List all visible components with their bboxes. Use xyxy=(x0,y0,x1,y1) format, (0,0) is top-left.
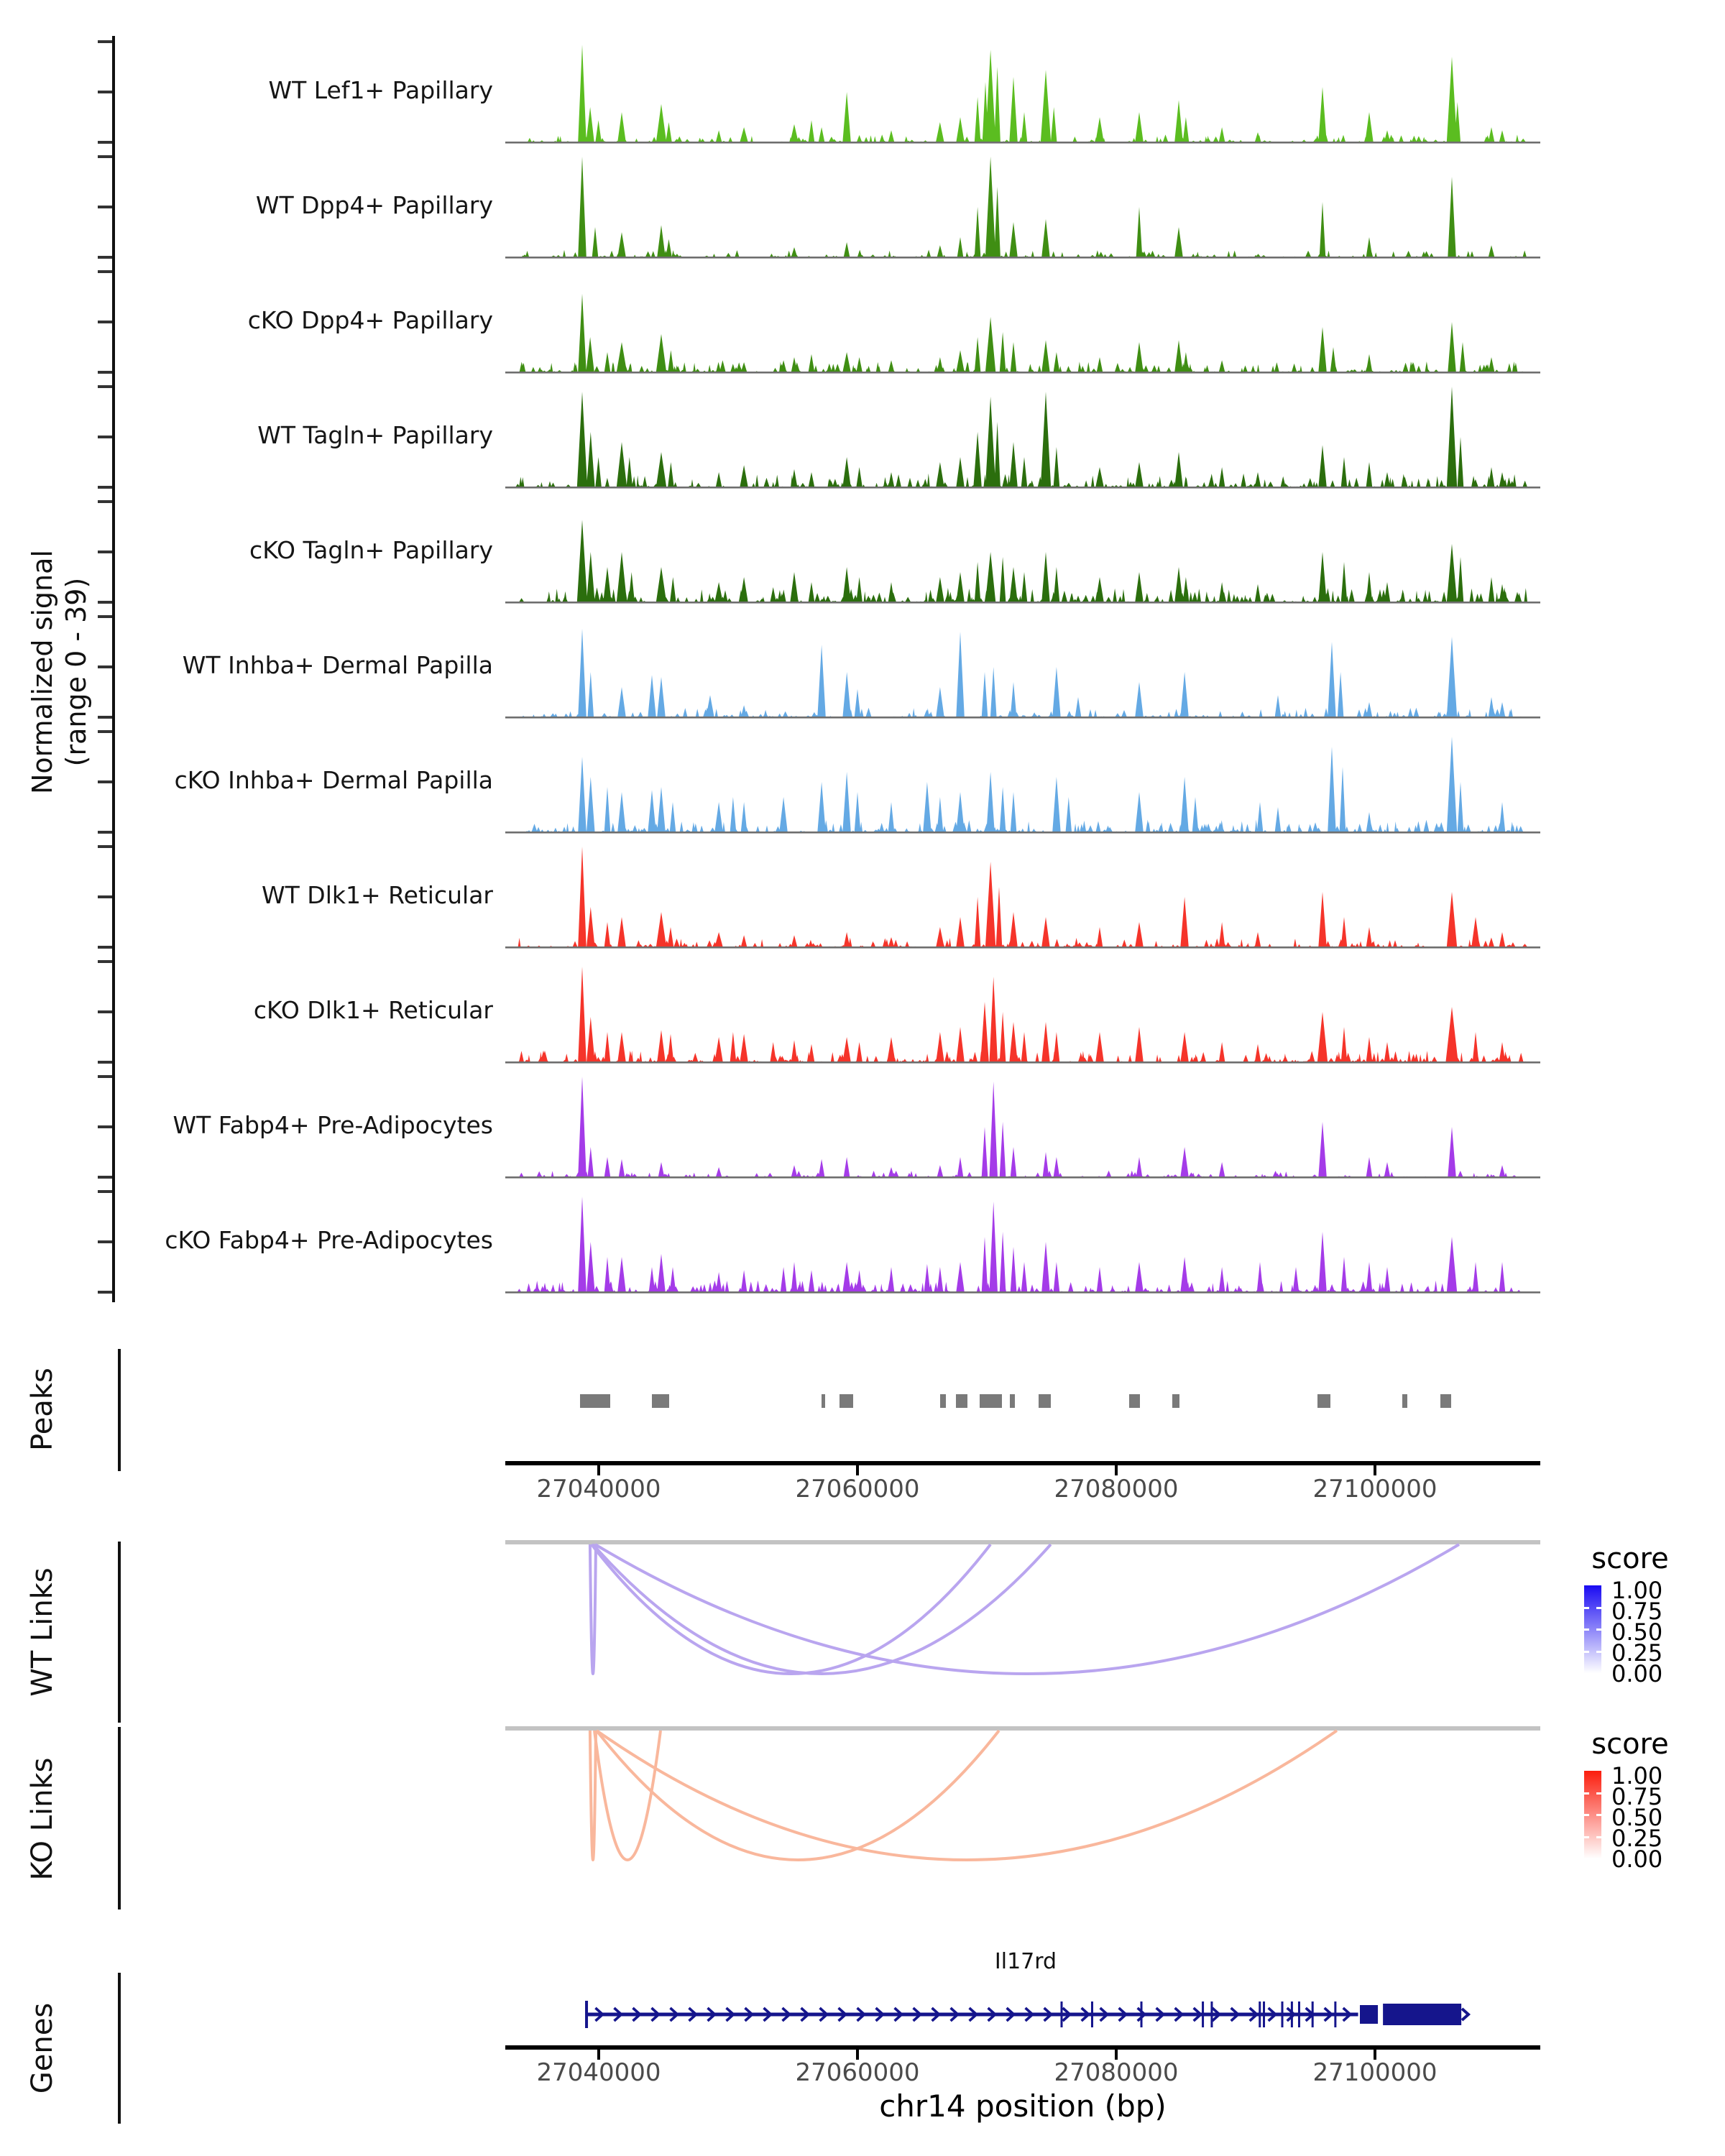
signal-axis-title-line2: (range 0 - 39) xyxy=(60,577,92,767)
link-arc xyxy=(595,1544,1459,1674)
peak-box xyxy=(1172,1394,1179,1408)
coverage-area xyxy=(505,967,1540,1062)
coverage-area xyxy=(505,45,1540,142)
peak-box xyxy=(980,1394,1002,1408)
gene-exon-tick xyxy=(1291,2001,1293,2027)
peak-box xyxy=(1440,1394,1451,1408)
links-svg xyxy=(505,1726,1540,1914)
link-arc xyxy=(590,1731,596,1860)
signal-axis-tick xyxy=(98,1061,112,1064)
gene-exon-tick xyxy=(1259,2001,1261,2027)
legend-notch xyxy=(1584,1607,1589,1609)
coverage-track-svg xyxy=(505,732,1540,834)
track-baseline xyxy=(505,946,1540,949)
gene-end-arrow xyxy=(1462,2009,1468,2020)
signal-axis-tick xyxy=(98,730,112,733)
peak-box xyxy=(1317,1394,1330,1408)
bottom-x-axis xyxy=(505,2045,1540,2050)
middle-x-axis xyxy=(505,1461,1540,1465)
wt-links-section-label: WT Links xyxy=(26,1567,59,1697)
legend-notch xyxy=(1584,1628,1589,1631)
legend-notch xyxy=(1584,1792,1589,1795)
gene-exon-box xyxy=(1360,2005,1378,2024)
link-arc xyxy=(590,1544,596,1674)
legend-notch xyxy=(1596,1814,1601,1816)
legend-notch xyxy=(1584,1651,1589,1653)
gene-exon-tick xyxy=(1298,2001,1300,2027)
x-axis-tick-label: 27060000 xyxy=(795,1475,920,1503)
track-baseline xyxy=(505,602,1540,604)
signal-axis-tick xyxy=(98,500,112,503)
track-baseline xyxy=(505,142,1540,144)
ko-links-section-label: KO Links xyxy=(26,1757,59,1881)
coverage-area xyxy=(505,157,1540,257)
track-baseline xyxy=(505,1291,1540,1294)
coverage-area xyxy=(505,737,1540,832)
gene-name-label: Il17rd xyxy=(994,1949,1057,1974)
gene-exon-tick xyxy=(1091,2001,1093,2027)
track-baseline xyxy=(505,1061,1540,1064)
legend-tick-label: 0.00 xyxy=(1611,1660,1663,1687)
wt-links-bracket xyxy=(118,1542,121,1723)
gene-exon-box xyxy=(1383,2004,1461,2025)
signal-axis-tick xyxy=(98,615,112,618)
peak-box xyxy=(956,1394,967,1408)
gene-exon-tick xyxy=(1210,2001,1213,2027)
track-label: WT Fabp4+ Pre-Adipocytes xyxy=(172,1111,493,1139)
signal-axis-tick xyxy=(98,716,112,719)
peak-box xyxy=(652,1394,669,1408)
genes-section-label: Genes xyxy=(26,2002,59,2094)
signal-axis-tick xyxy=(98,601,112,604)
gene-exon-tick xyxy=(1282,2001,1284,2027)
link-arc xyxy=(593,1544,1051,1674)
ko-links-legend-title: score xyxy=(1591,1728,1669,1761)
gene-model-svg xyxy=(505,1986,1540,2046)
track-label: cKO Dlk1+ Reticular xyxy=(253,996,493,1024)
gene-exon-tick xyxy=(1202,2001,1204,2027)
x-axis-title: chr14 position (bp) xyxy=(879,2088,1167,2124)
track-baseline xyxy=(505,1176,1540,1179)
legend-notch xyxy=(1596,1792,1601,1795)
coverage-area xyxy=(505,520,1540,602)
track-baseline xyxy=(505,257,1540,259)
gene-start-tick xyxy=(585,2001,588,2028)
signal-axis-tick xyxy=(98,1291,112,1294)
x-axis-tick xyxy=(1374,1465,1376,1475)
coverage-area xyxy=(505,847,1540,947)
track-label: WT Dpp4+ Papillary xyxy=(255,191,493,219)
ko-links-track xyxy=(505,1726,1540,1914)
link-arc xyxy=(592,1544,990,1674)
coverage-track-svg xyxy=(505,157,1540,259)
signal-axis-tick xyxy=(98,845,112,848)
peaks-bracket xyxy=(118,1349,121,1471)
signal-axis-tick xyxy=(98,385,112,388)
signal-axis-tick xyxy=(98,155,112,158)
legend-notch xyxy=(1584,1836,1589,1838)
legend-tick-label: 0.25 xyxy=(1611,1825,1663,1852)
track-label: cKO Inhba+ Dermal Papilla xyxy=(174,766,493,794)
track-label: WT Lef1+ Papillary xyxy=(268,76,493,104)
x-axis-tick-label: 27040000 xyxy=(536,2058,661,2087)
coverage-track-svg xyxy=(505,962,1540,1064)
peak-box xyxy=(822,1394,825,1408)
peak-box xyxy=(1402,1394,1407,1408)
legend-tick-label: 0.25 xyxy=(1611,1639,1663,1667)
x-axis-tick-label: 27080000 xyxy=(1054,1475,1179,1503)
coverage-area xyxy=(505,1077,1540,1177)
peaks-row xyxy=(505,1394,1540,1408)
signal-axis-tick xyxy=(98,831,112,834)
track-baseline xyxy=(505,372,1540,374)
gene-exon-tick xyxy=(1312,2001,1314,2027)
legend-tick-label: 1.00 xyxy=(1611,1762,1663,1789)
x-axis-tick-label: 27100000 xyxy=(1312,2058,1438,2087)
peak-box xyxy=(940,1394,946,1408)
signal-axis-tick xyxy=(98,270,112,273)
x-axis-tick xyxy=(597,1465,600,1475)
links-top-line xyxy=(505,1540,1540,1544)
gene-exon-tick xyxy=(1061,2001,1063,2027)
signal-axis-title-line1: Normalized signal xyxy=(27,550,58,794)
legend-tick-label: 0.50 xyxy=(1611,1618,1663,1646)
peak-box xyxy=(1129,1394,1140,1408)
gene-body-line xyxy=(586,2013,1358,2017)
signal-axis-title xyxy=(26,349,92,995)
wt-links-track xyxy=(505,1539,1540,1728)
coverage-track-svg xyxy=(505,847,1540,949)
peak-box xyxy=(1039,1394,1051,1408)
track-baseline xyxy=(505,487,1540,489)
ko-links-bracket xyxy=(118,1727,121,1909)
legend-notch xyxy=(1596,1607,1601,1609)
legend-notch xyxy=(1596,1628,1601,1631)
x-axis-tick-label: 27100000 xyxy=(1312,1475,1438,1503)
signal-axis-tick xyxy=(98,1176,112,1179)
legend-notch xyxy=(1596,1836,1601,1838)
legend-tick-label: 0.00 xyxy=(1611,1846,1663,1873)
gene-exon-tick xyxy=(1141,2001,1143,2027)
coverage-area xyxy=(505,629,1540,717)
peak-box xyxy=(580,1394,610,1408)
track-label: cKO Dpp4+ Papillary xyxy=(247,306,493,334)
signal-axis-tick xyxy=(98,946,112,949)
signal-axis-tick xyxy=(98,486,112,489)
link-arc xyxy=(597,1731,1337,1860)
track-label: cKO Fabp4+ Pre-Adipocytes xyxy=(165,1226,493,1254)
legend-tick-label: 0.75 xyxy=(1611,1783,1663,1810)
legend-notch xyxy=(1596,1651,1601,1653)
links-top-line xyxy=(505,1726,1540,1731)
track-label: WT Inhba+ Dermal Papilla xyxy=(182,651,493,679)
gene-exon-tick xyxy=(1334,2001,1336,2027)
x-axis-tick xyxy=(1115,1465,1118,1475)
track-baseline xyxy=(505,831,1540,834)
x-axis-tick-label: 27060000 xyxy=(795,2058,920,2087)
legend-tick-label: 0.75 xyxy=(1611,1598,1663,1625)
signal-axis-tick xyxy=(98,1190,112,1193)
peak-box xyxy=(840,1394,853,1408)
track-label: cKO Tagln+ Papillary xyxy=(249,536,493,564)
coverage-track-svg xyxy=(505,272,1540,374)
track-label: WT Dlk1+ Reticular xyxy=(262,881,493,909)
peak-box xyxy=(1010,1394,1015,1408)
coverage-track-svg xyxy=(505,42,1540,144)
coverage-track-svg xyxy=(505,617,1540,719)
coverage-track-svg xyxy=(505,387,1540,489)
gene-exon-tick xyxy=(1263,2001,1265,2027)
coverage-area xyxy=(505,1197,1540,1292)
track-baseline xyxy=(505,717,1540,719)
legend-notch xyxy=(1584,1814,1589,1816)
coverage-area xyxy=(505,387,1540,487)
legend-tick-label: 1.00 xyxy=(1611,1577,1663,1604)
signal-axis-tick xyxy=(98,1075,112,1078)
x-axis-tick xyxy=(856,1465,859,1475)
genes-bracket xyxy=(118,1973,121,2124)
track-label: WT Tagln+ Papillary xyxy=(257,421,493,449)
signal-axis-tick xyxy=(98,40,112,43)
coverage-area xyxy=(505,294,1540,372)
coverage-track-svg xyxy=(505,1077,1540,1179)
signal-axis-tick xyxy=(98,256,112,259)
links-svg xyxy=(505,1539,1540,1728)
legend-tick-label: 0.50 xyxy=(1611,1804,1663,1831)
signal-axis-tick xyxy=(98,141,112,144)
x-axis-tick-label: 27080000 xyxy=(1054,2058,1179,2087)
gene-model-track xyxy=(505,1986,1540,2046)
signal-axis-tick xyxy=(98,371,112,374)
signal-axis-tick xyxy=(98,960,112,963)
coverage-track-svg xyxy=(505,502,1540,604)
x-axis-tick-label: 27040000 xyxy=(536,1475,661,1503)
coverage-track-svg xyxy=(505,1192,1540,1294)
wt-links-legend-title: score xyxy=(1591,1542,1669,1575)
peaks-section-label: Peaks xyxy=(26,1368,59,1451)
